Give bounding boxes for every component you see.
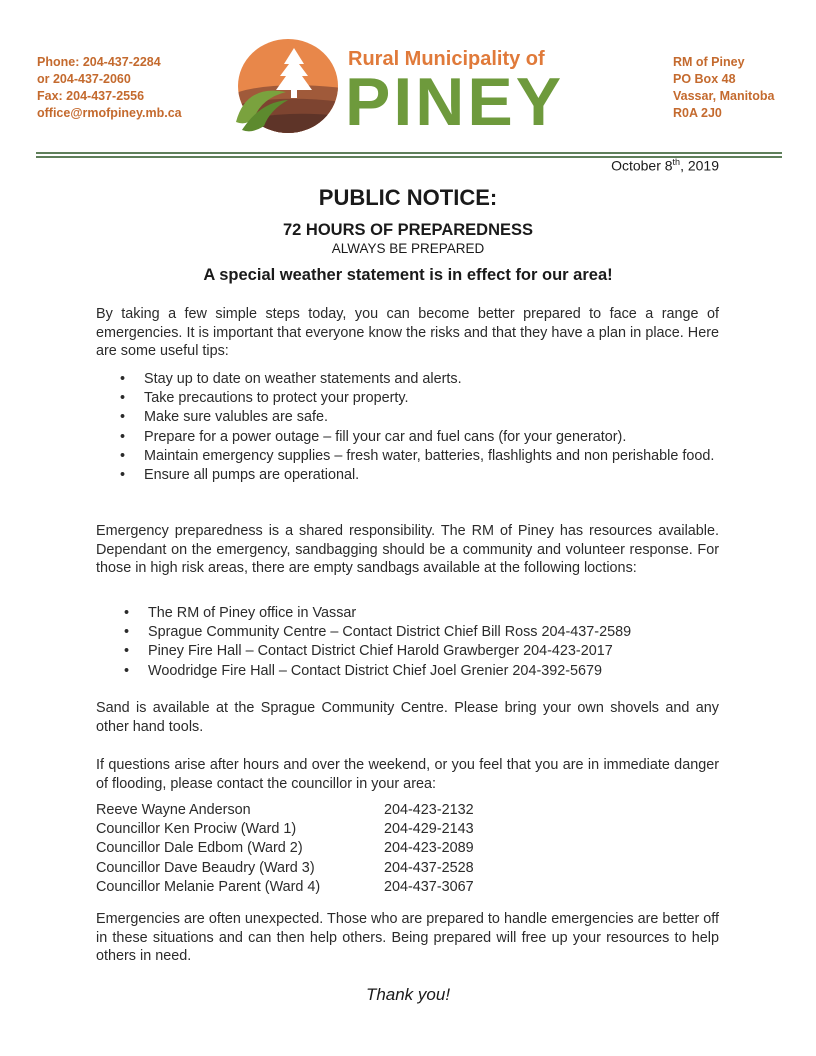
- contact-phone: 204-429-2143: [384, 821, 474, 838]
- list-item: • Maintain emergency supplies – fresh water, batteries, flashlights and non perishable food.: [120, 447, 719, 466]
- contact-name: Councillor Melanie Parent (Ward 4): [96, 878, 321, 895]
- list-item: • Sprague Community Centre – Contact District Chief Bill Ross 204-437-2589: [124, 623, 719, 642]
- email-line: office@rmofpiney.mb.ca: [37, 106, 182, 120]
- contact-row: [96, 839, 474, 858]
- notice-date: October 8th, 2019: [611, 157, 719, 174]
- contact-name: Reeve Wayne Anderson: [96, 802, 251, 818]
- list-item: • Prepare for a power outage – fill your car and fuel cans (for your generator).: [120, 428, 719, 447]
- list-item: • Stay up to date on weather statements and alerts.: [120, 370, 719, 389]
- address-line: RM of Piney: [673, 55, 745, 69]
- responsibility-paragraph: Emergency preparedness is a shared responsibility. The RM of Piney has resources available. Dependant on the emergency, sandbagging should be a community and volunteer response. For those in high risk areas, there are empty sandbags available at the following loctions:: [96, 523, 719, 577]
- contact-row: [96, 859, 474, 878]
- thank-you: Thank you!: [365, 985, 451, 1004]
- list-item: • Woodridge Fire Hall – Contact District Chief Joel Grenier 204-392-5679: [124, 662, 719, 681]
- questions-paragraph: If questions arise after hours and over the weekend, or you feel that you are in immediate danger of flooding, please contact the councillor in your area:: [96, 757, 719, 792]
- address-line: Vassar, Manitoba: [673, 89, 775, 103]
- notice-subtitle: 72 HOURS OF PREPAREDNESS: [283, 221, 533, 239]
- list-item: • Ensure all pumps are operational.: [120, 466, 719, 485]
- contact-phone: 204-423-2089: [384, 840, 474, 857]
- closing-paragraph: Emergencies are often unexpected. Those who are prepared to handle emergencies are better off in these situations and can then help others. Being prepared will free up your resources to help others in need.: [96, 911, 719, 965]
- list-item: • Take precautions to protect your property.: [120, 389, 719, 408]
- contact-row: [96, 801, 474, 820]
- list-item: • Piney Fire Hall – Contact District Chief Harold Grawberger 204-423-2017: [124, 642, 719, 661]
- contact-phone: 204-437-2528: [384, 859, 474, 876]
- phone-line: Phone: 204-437-2284: [37, 55, 161, 69]
- sand-paragraph: Sand is available at the Sprague Community Centre. Please bring your own shovels and any other hand tools.: [96, 700, 719, 735]
- contact-phone: 204-423-2132: [384, 802, 474, 818]
- address-block: [673, 54, 774, 122]
- logo-title: Rural Municipality of: [348, 48, 545, 70]
- list-item: • The RM of Piney office in Vassar: [124, 604, 719, 623]
- address-line: PO Box 48: [673, 72, 736, 86]
- contact-row: [96, 878, 474, 897]
- contact-name: Councillor Ken Prociw (Ward 1): [96, 821, 297, 838]
- phone-alt-line: or 204-437-2060: [37, 72, 131, 86]
- municipality-logo-icon: [232, 36, 342, 136]
- notice-title: PUBLIC NOTICE:: [318, 185, 498, 210]
- contact-name: Councillor Dale Edbom (Ward 2): [96, 840, 303, 857]
- contact-phone: 204-437-3067: [384, 878, 474, 895]
- notice-headline: A special weather statement is in effect for our area!: [203, 266, 613, 284]
- logo-name: PINEY: [345, 64, 565, 140]
- contact-row: [96, 820, 474, 839]
- header-divider: [36, 152, 782, 154]
- address-line: R0A 2J0: [673, 106, 722, 120]
- notice-tagline: ALWAYS BE PREPARED: [331, 241, 485, 256]
- councillor-contacts: [96, 801, 474, 897]
- contact-block: [37, 54, 182, 122]
- intro-paragraph: By taking a few simple steps today, you can become better prepared to face a range of emergencies. It is important that everyone know the risks and that they have a plan in place. Here are some useful tips:: [96, 306, 719, 360]
- tips-list: [120, 370, 719, 485]
- fax-line: Fax: 204-437-2556: [37, 89, 145, 103]
- locations-list: [124, 604, 719, 681]
- list-item: • Make sure valubles are safe.: [120, 408, 719, 427]
- contact-name: Councillor Dave Beaudry (Ward 3): [96, 859, 315, 876]
